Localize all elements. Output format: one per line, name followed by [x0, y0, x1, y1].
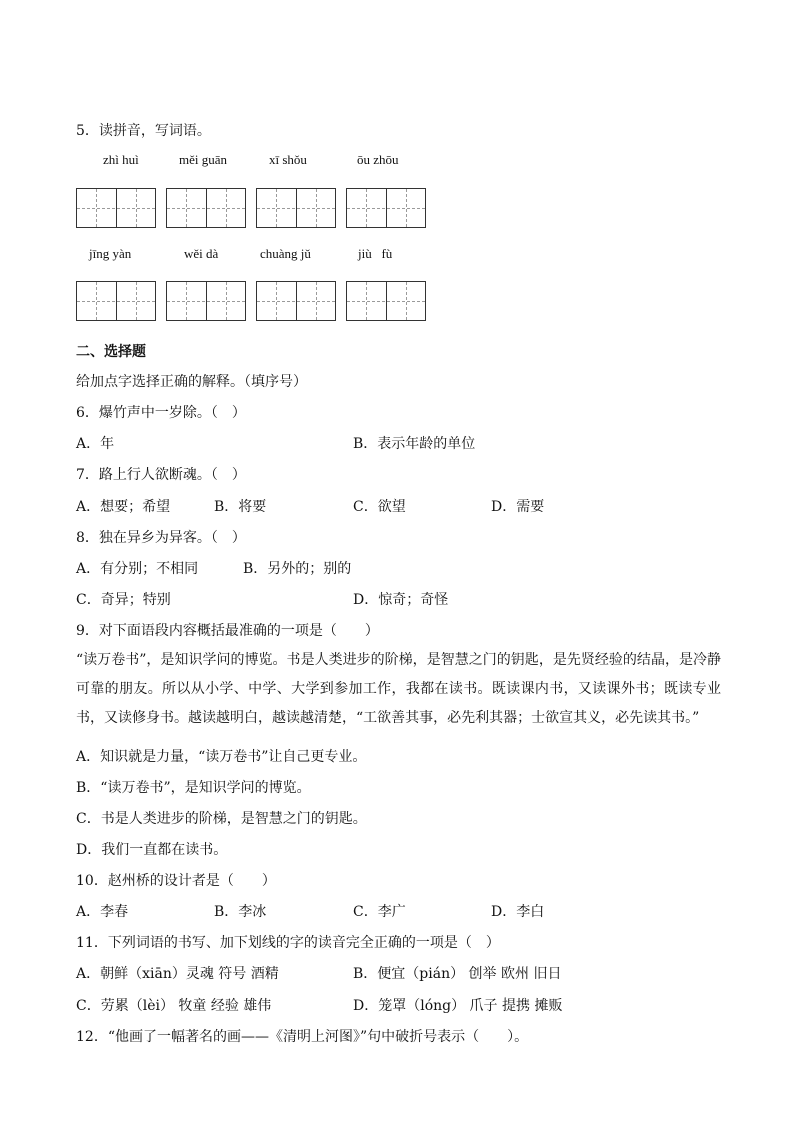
- pinyin-2: měi guān: [179, 152, 228, 167]
- q9-option-a[interactable]: A．知识就是力量，“读万卷书”让自己更专业。: [76, 749, 367, 765]
- q9-option-b[interactable]: B．“读万卷书”，是知识学问的博览。: [76, 780, 311, 796]
- writing-box[interactable]: [346, 281, 426, 321]
- writing-box[interactable]: [166, 188, 246, 228]
- q12-stem: 12．“他画了一幅著名的画——《清明上河图》”句中破折号表示（ ）。: [76, 1029, 529, 1045]
- section-instruction: 给加点字选择正确的解释。（填序号）: [76, 374, 307, 390]
- q10-option-c[interactable]: C．李广: [353, 904, 406, 920]
- q11-stem: 11．下列词语的书写、加下划线的字的读音完全正确的一项是（ ）: [76, 935, 500, 951]
- q10-option-b[interactable]: B．李冰: [214, 904, 267, 920]
- q7-option-d[interactable]: D．需要: [491, 499, 545, 515]
- writing-box[interactable]: [256, 281, 336, 321]
- q8-option-c[interactable]: C．奇异；特别: [76, 592, 171, 608]
- q9-stem: 9．对下面语段内容概括最准确的一项是（ ）: [76, 623, 379, 639]
- pinyin-4: ōu zhōu: [357, 152, 399, 167]
- q11-option-a[interactable]: A．朝鲜（xiān）灵魂 符号 酒精: [76, 966, 279, 982]
- pinyin-1: zhì huì: [103, 152, 139, 167]
- pinyin-3: xī shǒu: [269, 152, 307, 167]
- pinyin-5: jīng yàn: [89, 246, 132, 261]
- pinyin-8: jiù fù: [358, 246, 393, 261]
- q7-option-c[interactable]: C．欲望: [353, 499, 406, 515]
- q9-option-c[interactable]: C．书是人类进步的阶梯，是智慧之门的钥匙。: [76, 811, 367, 827]
- q11-option-b[interactable]: B．便宜（pián） 创举 欧州 旧日: [353, 966, 562, 982]
- q10-option-d[interactable]: D．李白: [491, 904, 545, 920]
- q6-stem: 6．爆竹声中一岁除。（ ）: [76, 405, 246, 421]
- q10-option-a[interactable]: A．李春: [76, 904, 129, 920]
- writing-box[interactable]: [76, 188, 156, 228]
- writing-box[interactable]: [346, 188, 426, 228]
- pinyin-6: wěi dà: [184, 246, 219, 261]
- q7-option-a[interactable]: A．想要；希望: [76, 499, 171, 515]
- q6-option-b[interactable]: B．表示年龄的单位: [353, 436, 476, 452]
- writing-box[interactable]: [256, 188, 336, 228]
- writing-box[interactable]: [166, 281, 246, 321]
- writing-box[interactable]: [76, 281, 156, 321]
- pinyin-7: chuàng jǔ: [260, 246, 311, 261]
- section-heading: 二、选择题: [76, 344, 146, 360]
- q6-option-a[interactable]: A．年: [76, 436, 115, 452]
- q7-stem: 7．路上行人欲断魂。（ ）: [76, 467, 246, 483]
- q8-option-a[interactable]: A．有分别；不相同: [76, 561, 199, 577]
- q8-option-b[interactable]: B．另外的；别的: [243, 561, 352, 577]
- q8-stem: 8．独在异乡为异客。（ ）: [76, 530, 246, 546]
- q5-title: 5．读拼音，写词语。: [76, 123, 211, 139]
- q10-stem: 10．赵州桥的设计者是（ ）: [76, 873, 276, 889]
- q8-option-d[interactable]: D．惊奇；奇怪: [353, 592, 449, 608]
- q9-option-d[interactable]: D．我们一直都在读书。: [76, 842, 228, 858]
- q7-option-b[interactable]: B．将要: [214, 499, 267, 515]
- q11-option-c[interactable]: C．劳累（lèi） 牧童 经验 雄伟: [76, 998, 272, 1014]
- q9-passage: “读万卷书”，是知识学问的博览。书是人类进步的阶梯，是智慧之门的钥匙，是先贤经验的结晶，是冷静可靠的朋友。所以从小学、中学、大学到参加工作，我都在读书。既读课内书，又读课外书；既读专业书，又读修身书。越读越明白，越读越清楚，“工欲善其事，必先利其器；士欲宣其义，必先读其书。”: [76, 652, 721, 726]
- q11-option-d[interactable]: D．笼罩（lóng） 爪子 提携 摊贩: [353, 998, 563, 1014]
